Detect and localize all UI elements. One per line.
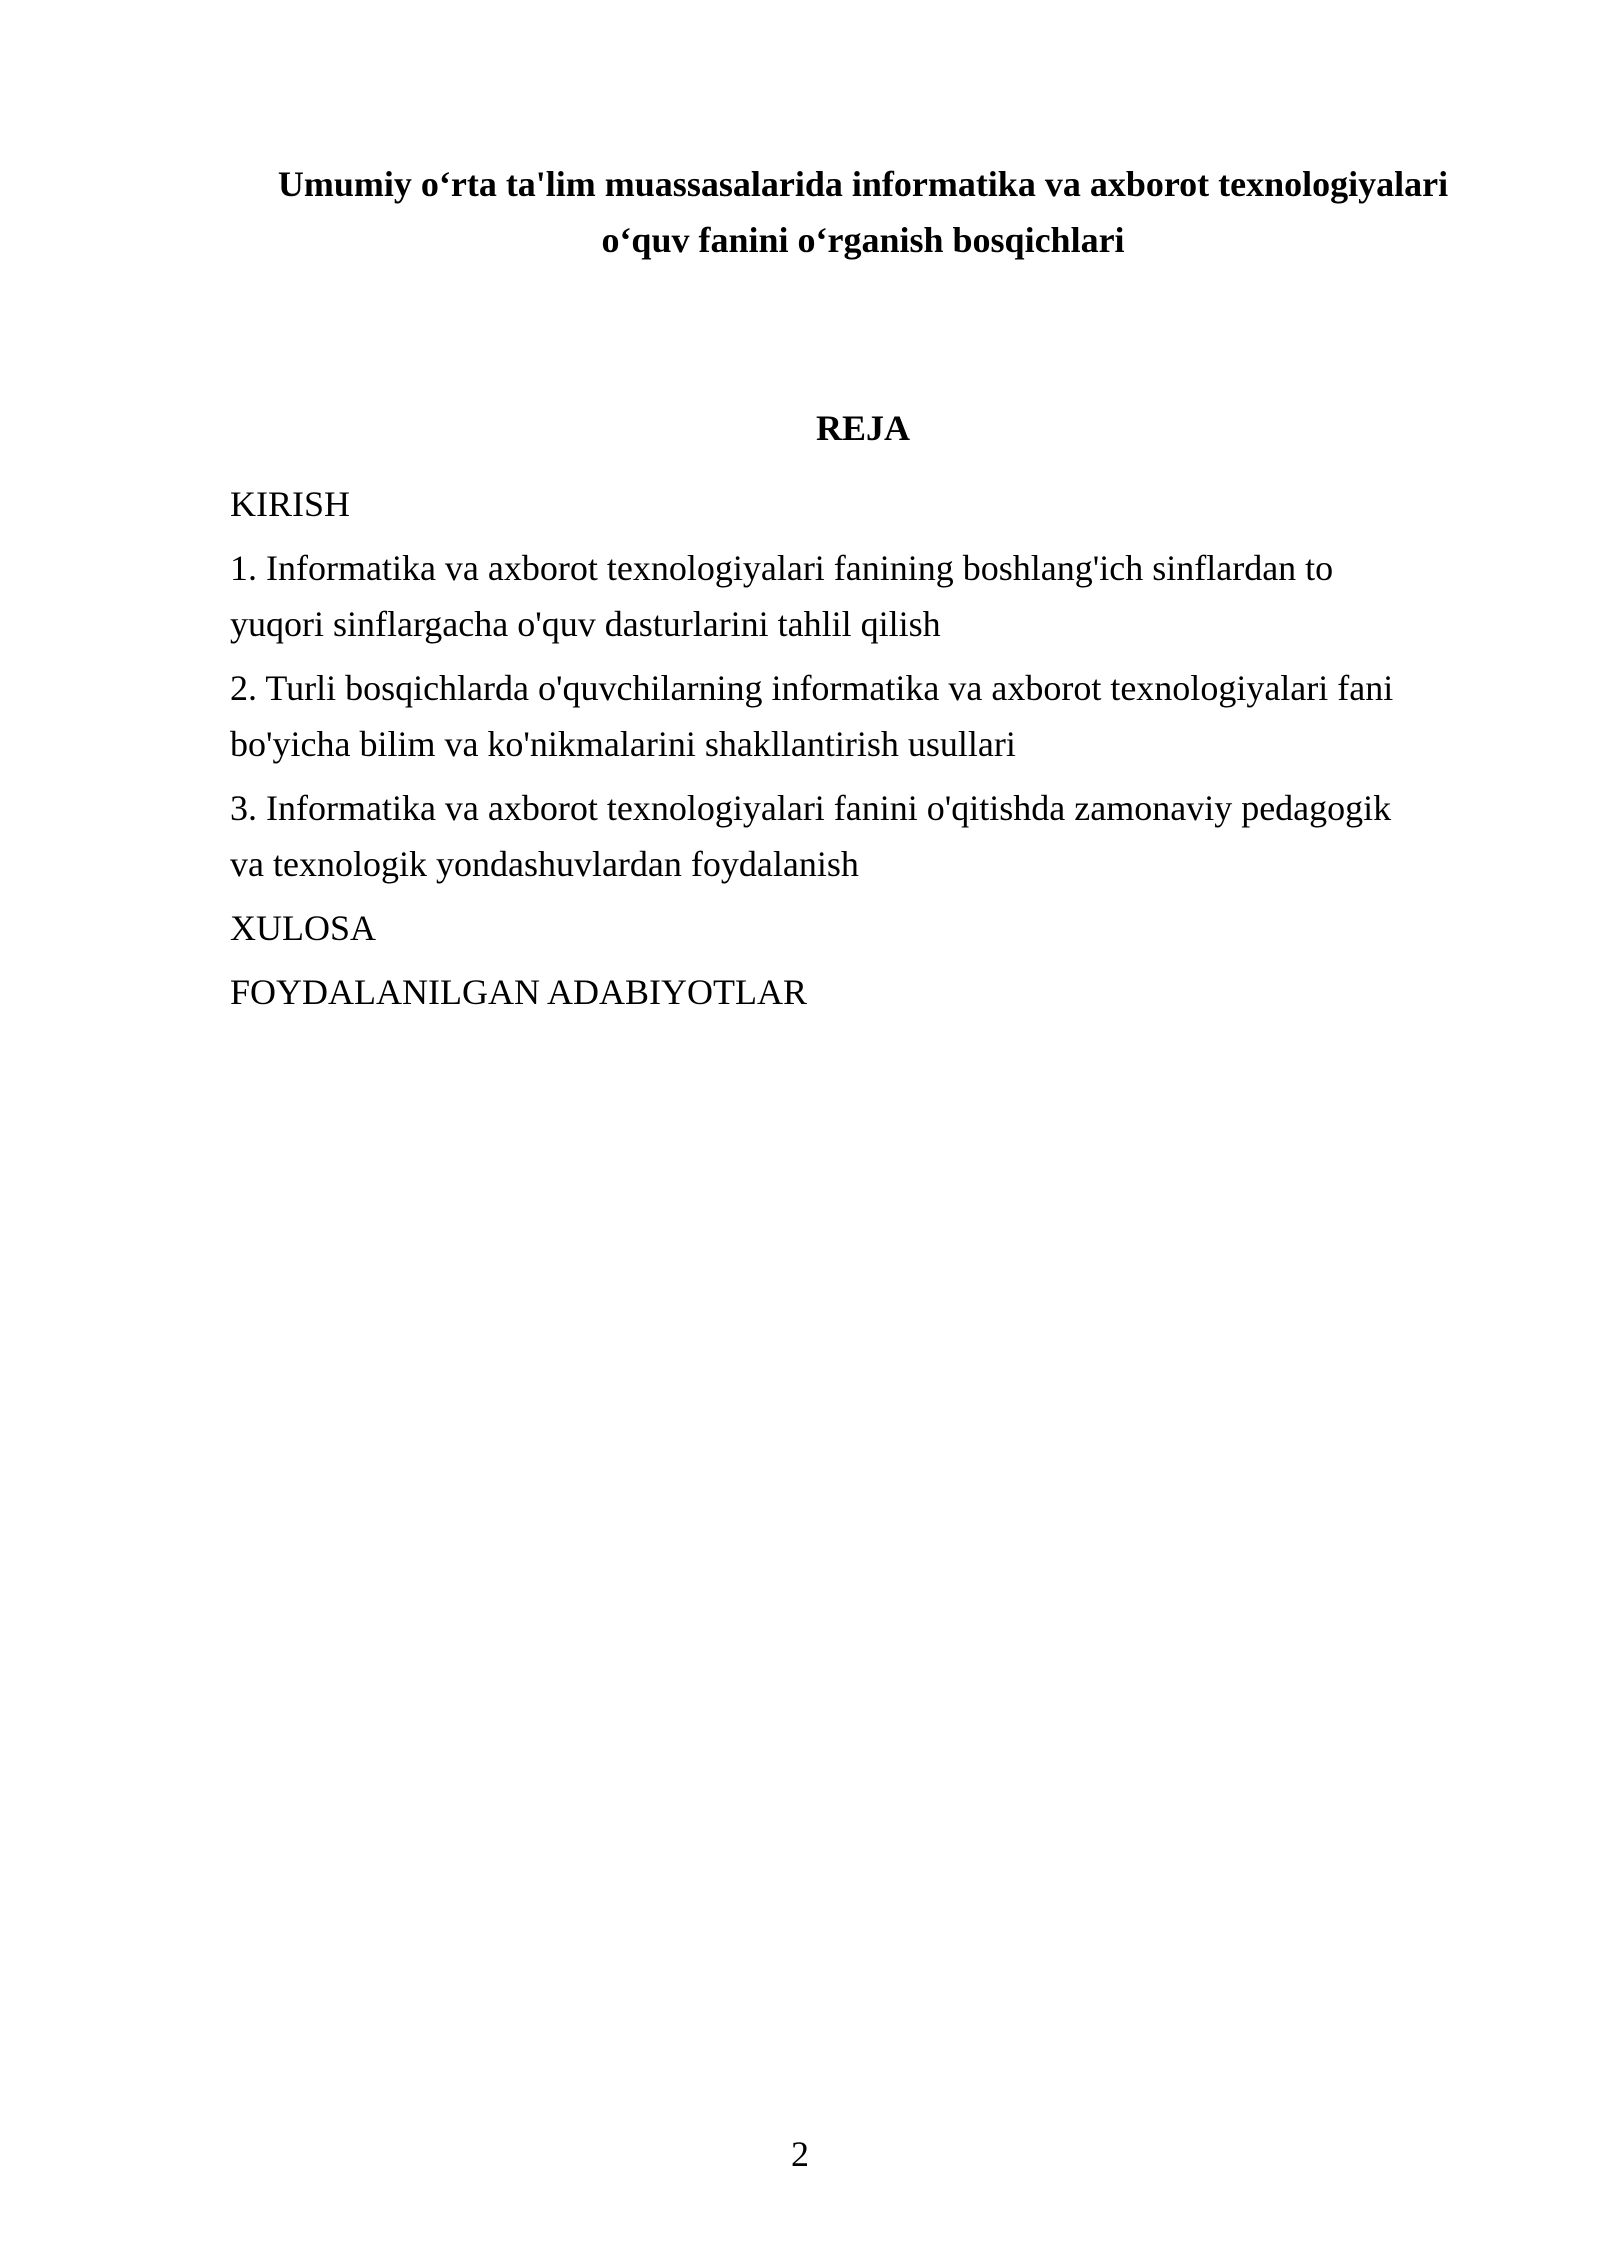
document-title — [230, 156, 1496, 268]
plan-item-text: 1. Informatika va axborot texnologiyalari fanining boshlang'ich sinflardan to — [230, 548, 1334, 588]
document-title-line-2: o‘quv fanini o‘rganish bosqichlari — [601, 220, 1125, 260]
plan-item-text: 3. Informatika va axborot texnologiyalari fanini o'qitishda zamonaviy pedagogik — [230, 788, 1392, 828]
plan-item-1 — [230, 540, 1500, 652]
document-title-line-1: Umumiy o‘rta ta'lim muassasalarida informatika va axborot texnologiyalari — [277, 164, 1449, 204]
plan-item-2 — [230, 660, 1500, 772]
plan-item-text: bo'yicha bilim va ko'nikmalarini shakllantirish usullari — [230, 724, 1016, 764]
plan-item-text: va texnologik yondashuvlardan foydalanish — [230, 844, 859, 884]
plan-item-text: KIRISH — [230, 484, 351, 524]
plan-item-text: XULOSA — [230, 908, 377, 948]
plan-heading: REJA — [815, 408, 910, 448]
page-number: 2 — [791, 2134, 809, 2174]
plan-item-3 — [230, 780, 1500, 892]
plan-item-conclusion — [230, 900, 1500, 956]
plan-item-text: FOYDALANILGAN ADABIYOTLAR — [230, 972, 807, 1012]
plan-item-introduction — [230, 476, 1500, 532]
plan-item-text: yuqori sinflargacha o'quv dasturlarini tahlil qilish — [230, 604, 941, 644]
plan-list — [230, 476, 1500, 1028]
plan-item-text: 2. Turli bosqichlarda o'quvchilarning informatika va axborot texnologiyalari fani — [230, 668, 1394, 708]
plan-item-references — [230, 964, 1500, 1020]
